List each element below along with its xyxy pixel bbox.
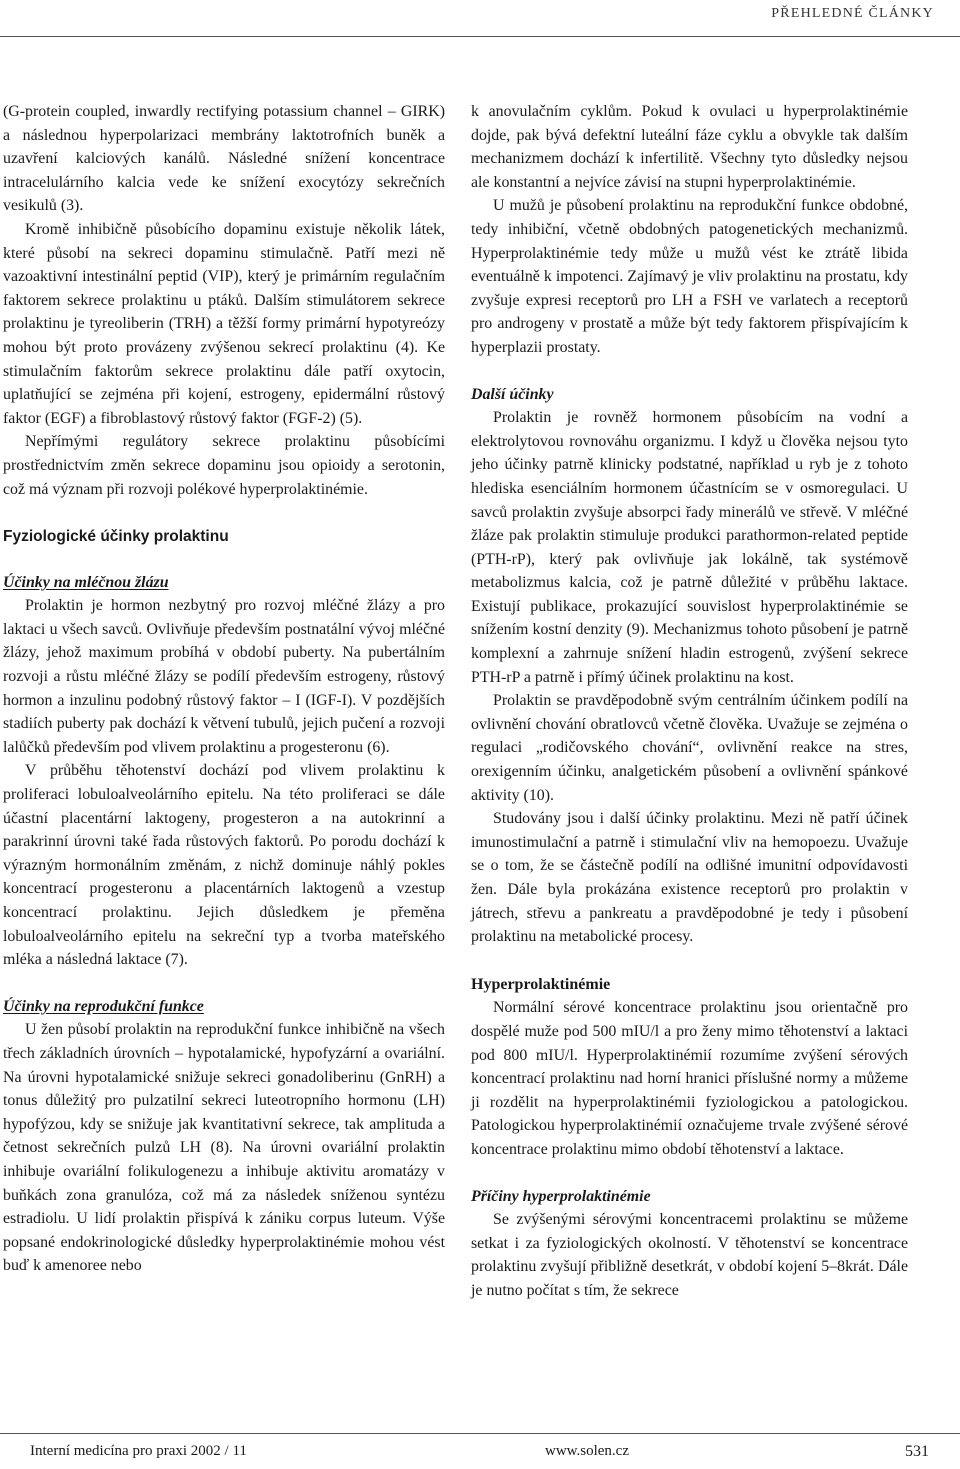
paragraph-pregnancy: V průběhu těhotenství dochází pod vlivem prolaktinu k proliferaci lobuloalveolárního epitelu. Na této proliferaci se dále účastní placentární laktogeny, progesteron a na autokrinní a parakrinní úrovni také řada růstových faktorů. Po porodu dochází k výrazným hormonálním změnám, z nichž dominuje náhlý pokles koncentrací progesteronu a placentárních laktogenů a vzestup koncentrací prolaktinu. Jejich důsledkem je přeměna lobuloalveolárního epitelu na sekreční typ a tvorba mateřského mléka a následná laktace (7). (3, 762, 445, 969)
paragraph-indirect-regulators: Nepřímými regulátory sekrece prolaktinu působícími prostřednictvím změn sekrece dopaminu jsou opioidy a serotonin, což má význam při rozvoji polékové hyperprolaktinémie. (3, 433, 445, 498)
heading-mammary-gland: Účinky na mléčnou žlázu (3, 573, 169, 591)
heading-causes: Příčiny hyperprolaktinémie (471, 1187, 651, 1205)
paragraph-men-reproduction: U mužů je působení prolaktinu na reprodukční funkce obdobné, tedy inhibiční, včetně obdobných patogenetických mechanizmů. Hyperprolaktinémie tedy může u mužů vést ke ztrátě libida eventuálně k impotenci. Zajímavý je vliv prolaktinu na prostatu, kdy zvyšuje expresi receptorů pro LH a FSH ve varlatech a receptorů pro androgeny v prostatě a může být tedy faktorem přispívajícím k hyperplazii prostaty. (471, 197, 908, 356)
paragraph-normal-levels: Normální sérové koncentrace prolaktinu jsou orientačně pro dospělé muže pod 500 mIU/l a pro ženy mimo těhotenství a laktaci pod 800 mIU/l. Hyperprolaktinémií rozumíme zvýšení sérových koncentrací prolaktinu nad horní hranici příslušné normy a můžeme ji rozdělit na hyperprolaktinémii fyziologickou a patologickou. Patologickou hyperprolaktinémií označujeme trvale zvýšené sérové koncentrace prolaktinu mimo období těhotenství a laktace. (471, 999, 908, 1158)
footer-journal: Interní medicína pro praxi 2002 / 11 (30, 1443, 247, 1459)
paragraph-water-electrolyte: Prolaktin je rovněž hormonem působícím na vodní a elektrolytovou rovnováhu organizmu. I když u člověka nejsou tyto jeho účinky patrně klinicky podstatné, například u ryb je z tohoto hlediska esenciálním hormonem účastnícím se v osmoregulaci. U savců prolaktin zvyšuje absorpci řady minerálů ve střevě. V mléčné žláze pak prolaktin stimuluje produkci parathormon-related peptide (PTH-rP), který pak ovlivňuje jak lokálně, tak systémově metabolizmus kalcia, což je patrně důležité v průběhu laktace. Existují publikace, prokazující souvislost hyperprolaktinémie se snížením kostní denzity (9). Mechanizmus tohoto působení je patrně komplexní a zahrnuje snížení hladin estrogenů, zvýšení sekrece PTH-rP a patrně i přímý účinek prolaktinu na kost. (471, 409, 908, 686)
bottom-divider (0, 1433, 960, 1434)
paragraph-stimulators: Kromě inhibičně působícího dopaminu existuje několik látek, které působí na sekreci dopaminu stimulačně. Patří mezi ně vazoaktivní intestinální peptid (VIP), který je primárním regulačním faktorem sekrece prolaktinu u ptáků. Dalším stimulátorem sekrece prolaktinu je tyreoliberin (TRH) a těžší formy primární hypotyreózy mohou být proto provázeny zvýšenou sekrecí prolaktinu (4). Ke stimulačním faktorům sekrece prolaktinu dále patří oxytocin, uplatňující se zejména při kojení, estrogeny, epidermální růstový faktor (EGF) a fibroblastový růstový faktor (FGF-2) (5). (3, 220, 445, 427)
paragraph-mammary-development: Prolaktin je hormon nezbytný pro rozvoj mléčné žlázy a pro laktaci u všech savců. Ovlivňuje především postnatální vývoj mléčné žlázy, jehož maximum probíhá v období puberty. Na pubertálním rozvoji a růstu mléčné žlázy se podílí především estrogeny, růstový hormon a inzulinu podobný růstový faktor – I (IGF-I). V pozdějších stadiích puberty pak dochází k větvení tubulů, jejich pučení a rozvoji lalůčků především pod vlivem prolaktinu a progesteronu (6). (3, 597, 445, 756)
heading-reproductive-functions: Účinky na reprodukční funkce (3, 997, 204, 1015)
paragraph-behavior: Prolaktin se pravděpodobně svým centrálním účinkem podílí na ovlivnění chování obratlovců včetně člověka. Uvažuje se zejména o regulaci „rodičovského chování“, ovlivnění reakce na stres, orexigenním účinku, analgetickém působení a ovlivnění spánkové aktivity (10). (471, 692, 908, 804)
right-column (471, 100, 908, 1303)
paragraph-girk: (G-protein coupled, inwardly rectifying potassium channel – GIRK) a následnou hyperpolarizaci membrány laktotrofních buněk a uzavření kalciových kanálů. Následné snížení koncentrace intracelulárního kalcia vede ke snížení exocytózy sekrečních vesikulů (3). (3, 103, 445, 215)
paragraph-women-reproduction: U žen působí prolaktin na reprodukční funkce inhibičně na všech třech základních úrovních – hypotalamické, hypofyzární a ovariální. Na úrovni hypotalamické snižuje sekreci gonadoliberinu (GnRH) a tonus důležitý pro pulzatilní sekreci luteotropního hormonu (LH) hypofýzou, kdy se snižuje jak kvantitativní sekrece, tak amplituda a četnost sekrečních pulzů LH (8). Na úrovni ovariální prolaktin inhibuje ovariální folikulogenezu a inhibuje aktivitu aromatázy v buňkách zona granulóza, což má za následek sníženou syntézu estradiolu. U lidí prolaktin přispívá k zániku corpus luteum. Výše popsané endokrinologické důsledky hyperprolaktinémie mohou vést buď k amenoree nebo (3, 1021, 445, 1275)
paragraph-immunity: Studovány jsou i další účinky prolaktinu. Mezi ně patří účinek imunostimulační a patrně i stimulační vliv na hemopoezu. Uvažuje se o tom, že se částečně podílí na odlišné imunitní odpovídavosti žen. Dále byla prokázána existence receptorů pro prolaktin v játrech, střevu a pankreatu a pravděpodobné je tedy i působení prolaktinu na metabolické procesy. (471, 810, 908, 946)
left-column (3, 100, 445, 1278)
paragraph-anovulation: k anovulačním cyklům. Pokud k ovulaci u hyperprolaktinémie dojde, pak bývá defektní luteální fáze cyklu a obvykle tak dalším mechanizmem dochází k infertilitě. Všechny tyto důsledky nejsou ale konstantní a nejvíce závisí na stupni hyperprolaktinémie. (471, 103, 908, 191)
top-divider (0, 36, 960, 37)
footer-website-link[interactable]: www.solen.cz (545, 1443, 630, 1459)
section-header: PŘEHLEDNÉ ČLÁNKY (771, 6, 934, 21)
heading-other-effects: Další účinky (471, 385, 554, 403)
heading-physiological-effects: Fyziologické účinky prolaktinu (3, 528, 229, 546)
paragraph-physiological-causes: Se zvýšenými sérovými koncentracemi prolaktinu se můžeme setkat i za fyziologických okolností. V těhotenství se koncentrace prolaktinu zvyšují přibližně desetkrát, v období kojení 5–8krát. Dále je nutno počítat s tím, že sekrece (471, 1211, 908, 1299)
page-number: 531 (905, 1443, 929, 1460)
heading-hyperprolactinemia: Hyperprolaktinémie (471, 975, 611, 993)
